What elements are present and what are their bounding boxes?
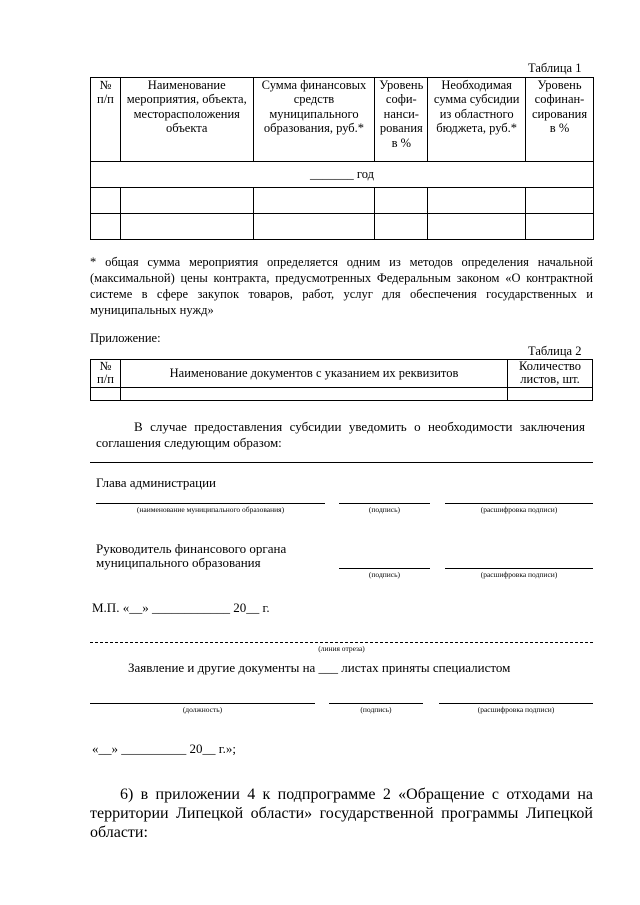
head-admin-title: Глава администрации	[96, 475, 217, 490]
table1-cell	[91, 214, 121, 240]
table1-year-row	[91, 162, 594, 188]
table1-header-row	[91, 78, 594, 162]
table2-header-cell: № п/п	[91, 360, 121, 388]
table-row	[91, 388, 593, 401]
table1-cell	[375, 188, 428, 214]
separator-line	[90, 462, 593, 463]
closing-paragraph: 6) в приложении 4 к подпрограмме 2 «Обращение с отходами на территории Липецкой области» государственной программы Липецкой области:	[90, 786, 593, 841]
head-admin-decode-caption: (расшифровка подписи)	[480, 505, 558, 514]
accepted-text: Заявление и другие документы на ___ листах приняты специалистом	[128, 660, 511, 675]
table-row	[91, 214, 594, 240]
table2-cell	[120, 388, 507, 401]
appendix-label: Приложение:	[90, 331, 161, 345]
signature-line	[445, 568, 593, 569]
fin-head-sign-caption: (подпись)	[368, 570, 401, 579]
table1-cell	[526, 214, 594, 240]
table1-cell	[428, 188, 526, 214]
specialist-sign-caption: (подпись)	[360, 705, 392, 714]
cut-line	[90, 642, 593, 643]
table1-cell	[120, 214, 253, 240]
signature-line	[90, 703, 315, 704]
table1-header-cell: Уровень софинан-сирования в %	[526, 78, 594, 162]
fin-head-title-line1: Руководитель финансового органа	[96, 541, 287, 556]
notice-text: В случае предоставления субсидии уведомить о необходимости заключения соглашения следующим образом:	[96, 419, 585, 450]
table1-cell	[253, 214, 375, 240]
table2	[90, 359, 593, 401]
fin-head-decode-caption: (расшифровка подписи)	[480, 570, 558, 579]
head-admin-sign-caption: (подпись)	[368, 505, 401, 514]
table1-cell	[375, 214, 428, 240]
table2-caption: Таблица 2	[528, 344, 582, 358]
signature-line	[96, 503, 325, 504]
table2-cell	[508, 388, 593, 401]
table1-year-cell: _______ год	[91, 162, 594, 188]
stamp-date-line: М.П. «__» ____________ 20__ г.	[92, 600, 270, 615]
table2-header-cell: Наименование документов с указанием их реквизитов	[120, 360, 507, 388]
table1-cell	[253, 188, 375, 214]
table1-header-cell: Сумма финансовых средств муниципального образования, руб.*	[253, 78, 375, 162]
table1-cell	[428, 214, 526, 240]
cut-line-caption: (линия отреза)	[318, 644, 365, 653]
table2-header-row	[91, 360, 593, 388]
head-admin-name-caption: (наименование муниципального образования)	[136, 505, 285, 514]
table1	[90, 77, 594, 240]
table1-header-cell: Необходимая сумма субсидии из областного бюджета, руб.*	[428, 78, 526, 162]
specialist-decode-caption: (расшифровка подписи)	[477, 705, 555, 714]
signature-line	[339, 568, 430, 569]
table1-caption: Таблица 1	[528, 61, 582, 75]
specialist-position-caption: (должность)	[182, 705, 223, 714]
table-row	[91, 188, 594, 214]
table1-cell	[120, 188, 253, 214]
table1-header-cell: № п/п	[91, 78, 121, 162]
table1-cell	[91, 188, 121, 214]
date-line: «__» __________ 20__ г.»;	[92, 741, 236, 756]
table1-header-cell: Наименование мероприятия, объекта, месторасположения объекта	[120, 78, 253, 162]
table2-header-cell: Количество листов, шт.	[508, 360, 593, 388]
signature-line	[329, 703, 423, 704]
signature-line	[439, 703, 593, 704]
footnote: * общая сумма мероприятия определяется одним из методов определения начальной (максимальной) цены контракта, предусмотренных Федеральным законом «О контрактной системе в сфере закупок товаров, работ, услуг для обеспечения государственных и муниципальных нужд»	[90, 255, 593, 317]
signature-line	[339, 503, 430, 504]
signature-line	[445, 503, 593, 504]
table2-cell	[91, 388, 121, 401]
table1-cell	[526, 188, 594, 214]
fin-head-title-line2: муниципального образования	[96, 555, 261, 570]
table1-header-cell: Уровень софи-нанси-рования в %	[375, 78, 428, 162]
